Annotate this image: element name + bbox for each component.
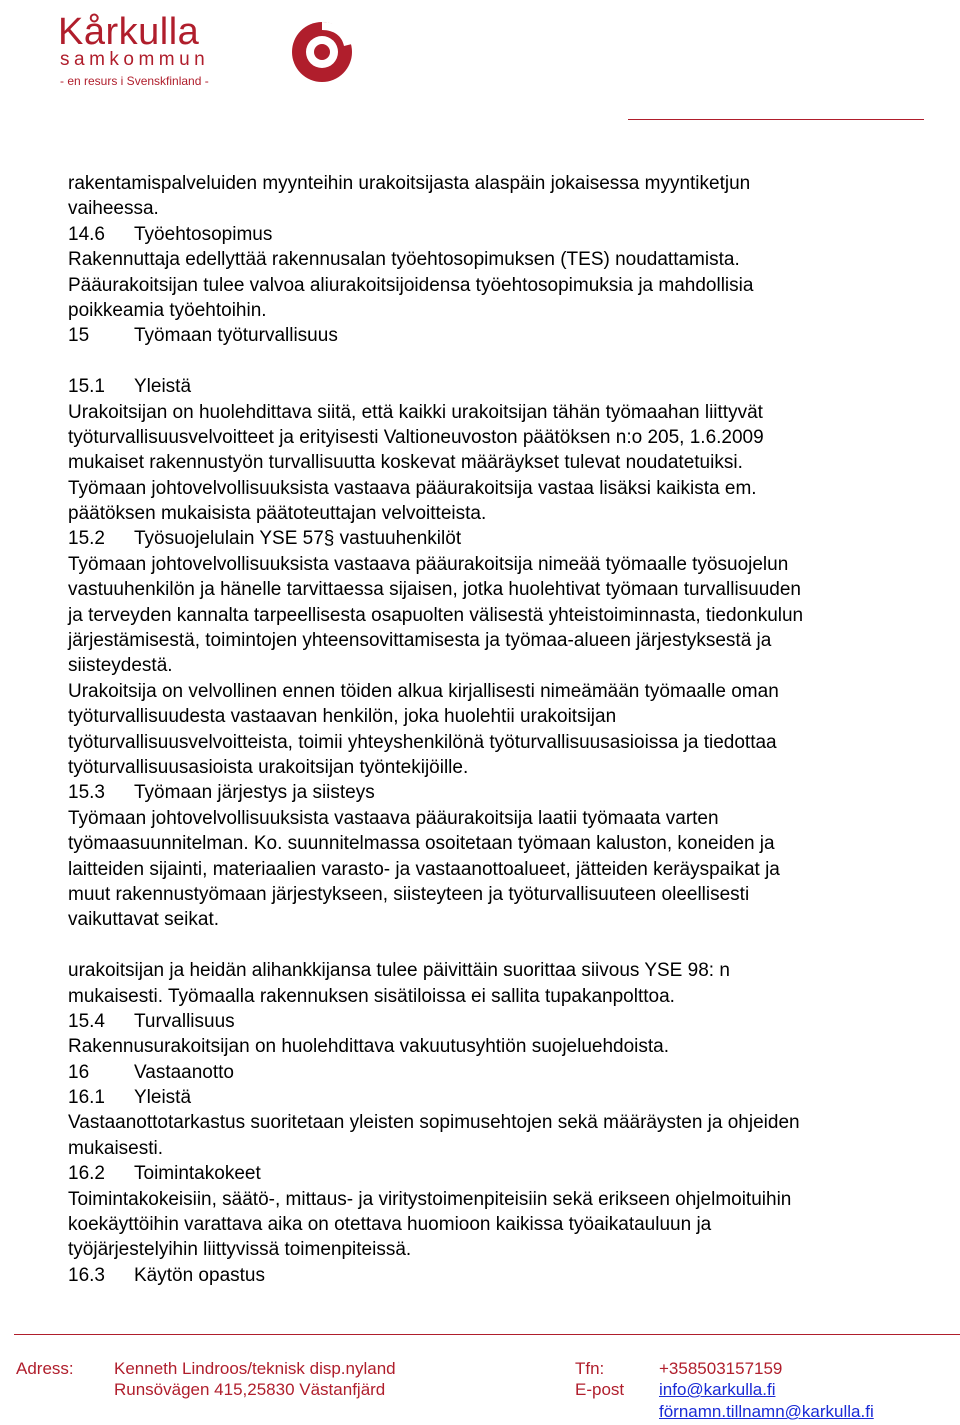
body-text-line: Työmaan johtovelvollisuuksista vastaava pääurakoitsija vastaa lisäksi kaikista em. [68,477,757,499]
email-label: E-post [575,1380,625,1399]
body-text-line: rakentamispalveluiden myynteihin urakoitsijasta alaspäin jokaisessa myyntiketjun [68,173,751,194]
blank-line [68,933,948,958]
section-number: 16.3 [68,1264,105,1286]
section-number: 14.6 [68,223,105,245]
body-text-line: urakoitsijan ja heidän alihankkijansa tulee päivittäin suorittaa siivous YSE 98: n [68,960,730,982]
section-title: Työmaan työturvallisuus [134,325,338,347]
section-heading [68,323,948,348]
footer [16,1358,946,1424]
body-text-line: vastuuhenkilön ja hänelle tarvittaessa sijaisen, jotka huolehtivat työmaan turvallisuuden [68,579,801,601]
email-link-personal[interactable]: förnamn.tillnamn@karkulla.fi [659,1402,874,1421]
section-title: Yleistä [134,1087,192,1109]
section-heading [68,780,948,805]
body-text-line: vaiheessa. [68,198,159,220]
body-text-line: työturvallisuusasioista urakoitsijan työntekijöille. [68,756,469,778]
body-text-line: laitteiden sijainti, materiaalien varasto- ja vastaanottoalueet, jätteiden keräyspaikat ja [68,858,780,880]
phone-label: Tfn: [575,1359,605,1378]
section-number: 16.1 [68,1087,105,1109]
section-title: Työehtosopimus [134,223,273,245]
body-text-line: työmaasuunnitelman. Ko. suunnitelmassa osoitetaan työmaan kaluston, koneiden ja [68,833,775,855]
section-title: Turvallisuus [134,1010,235,1032]
section-heading [68,1085,948,1110]
section-heading [68,526,948,551]
body-text-line: Toimintakokeisiin, säätö-, mittaus- ja viritystoimenpiteisiin sekä erikseen ohjelmoituihin [68,1188,792,1210]
body-text-line: Työmaan johtovelvollisuuksista vastaava pääurakoitsija nimeää työmaalle työsuojelun [68,553,789,575]
body-text-line: Urakoitsija on velvollinen ennen töiden alkua kirjallisesti nimeämään työmaalle oman [68,680,779,702]
body-text-line: työturvallisuusvelvoitteet ja erityisesti Valtioneuvoston päätöksen n:o 205, 1.6.2009 [68,426,764,448]
body-text-line: Rakennusurakoitsijan on huolehdittava vakuutusyhtiön suojeluehdoista. [68,1036,670,1058]
body-text-line: päätöksen mukaisista päätoteuttajan velvoitteista. [68,503,487,525]
section-title: Työsuojelulain YSE 57§ vastuuhenkilöt [134,528,462,550]
body-text-line: mukaisesti. [68,1137,164,1159]
body-text-line: mukaisesti. Työmaalla rakennuksen sisätiloissa ei sallita tupakanpolttoa. [68,985,675,1007]
body-text-line: työjärjestelyihin liittyvissä toimenpiteissä. [68,1239,412,1261]
blank-line [68,349,948,374]
section-title: Toimintakokeet [134,1163,261,1185]
document-body [68,171,948,1288]
section-title: Käytön opastus [134,1264,265,1286]
body-text-line: koekäyttöihin varattava aika on otettava huomioon kaikissa työaikatauluun ja [68,1214,712,1236]
body-text-line: Urakoitsijan on huolehdittava siitä, että kaikki urakoitsijan tähän työmaahan liittyvät [68,401,763,423]
body-text-line: järjestämisestä, toimintojen yhteensovittamisesta ja työmaa-alueen järjestyksestä ja [68,630,772,652]
body-text-line: työturvallisuusvelvoitteista, toimii yhteyshenkilönä työturvallisuusasioissa ja tiedottaa [68,731,777,753]
section-heading [68,1161,948,1186]
section-title: Yleistä [134,376,192,398]
section-heading [68,1263,948,1288]
section-number: 15 [68,325,90,347]
header-divider [628,119,924,120]
section-heading [68,1009,948,1034]
footer-divider [14,1334,960,1335]
body-text-line: Pääurakoitsijan tulee valvoa aliurakoitsijoidensa työehtosopimuksia ja mahdollisia [68,274,754,296]
logo-tagline: - en resurs i Svenskfinland - [60,74,209,88]
section-number: 16.2 [68,1163,105,1185]
body-text-line: ja terveyden kannalta tarpeellisesta osapuolten välisestä yhteistoiminnasta, tiedonkulun [68,604,804,626]
body-text-line: Rakennuttaja edellyttää rakennusalan työehtosopimuksen (TES) noudattamista. [68,249,740,271]
section-heading [68,222,948,247]
logo-name: Kårkulla [58,11,200,53]
section-number: 15.1 [68,376,105,398]
section-number: 15.3 [68,782,105,804]
section-number: 15.2 [68,528,105,550]
logo-subtitle: samkommun [60,49,210,70]
body-text-line: siisteydestä. [68,655,173,677]
section-title: Vastaanotto [134,1061,235,1083]
phone-value: +358503157159 [659,1359,783,1378]
body-text-line: Työmaan johtovelvollisuuksista vastaava pääurakoitsija laatii työmaata varten [68,807,719,829]
karkulla-logo [58,8,318,88]
address-line-1: Kenneth Lindroos/teknisk disp.nyland [114,1359,396,1378]
section-number: 16 [68,1061,90,1083]
section-heading [68,1060,948,1085]
section-title: Työmaan järjestys ja siisteys [134,782,375,804]
section-heading [68,374,948,399]
logo-mark-icon [286,14,358,86]
address-label: Adress: [16,1359,74,1378]
body-text-line: Vastaanottotarkastus suoritetaan yleisten sopimusehtojen sekä määräysten ja ohjeiden [68,1112,800,1134]
body-text-line: vaikuttavat seikat. [68,909,220,931]
body-text-line: muut rakennustyömaan järjestykseen, siisteyteen ja työturvallisuuteen oleellisesti [68,883,750,905]
body-text-line: mukaiset rakennustyön turvallisuutta koskevat määräykset tulevat noudatetuiksi. [68,452,743,474]
email-link-info[interactable]: info@karkulla.fi [659,1380,776,1399]
body-text-line: työturvallisuudesta vastaavan henkilön, joka huolehtii urakoitsijan [68,706,617,728]
section-number: 15.4 [68,1010,105,1032]
body-text-line: poikkeamia työehtoihin. [68,299,267,321]
address-line-2: Runsövägen 415,25830 Västanfjärd [114,1380,386,1399]
